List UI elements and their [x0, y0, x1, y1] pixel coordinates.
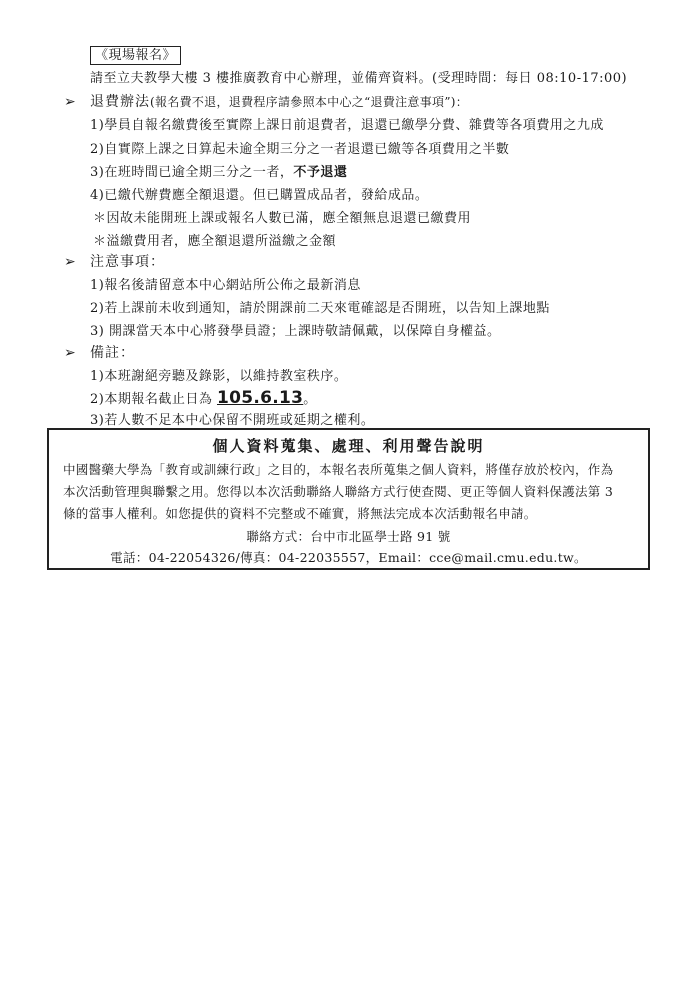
- onsite-registration-text: 請至立夫教學大樓 3 樓推廣教育中心辦理，並備齊資料。(受理時間：每日 08:10-17:00): [90, 71, 628, 86]
- notes-item: 1)報名後請留意本中心網站所公佈之最新消息: [90, 278, 361, 293]
- arrow-bullet-icon: ➢: [64, 254, 76, 270]
- refund-note: ＊溢繳費用者，應全額退還所溢繳之金額: [93, 234, 337, 249]
- arrow-bullet-icon: ➢: [64, 345, 76, 361]
- refund-item3-emphasis: 不予退還: [293, 165, 348, 180]
- contact-address: 聯絡方式：台中市北區學士路 91 號: [246, 529, 451, 544]
- remarks-item-deadline: [90, 389, 317, 409]
- remarks-heading: 備註：: [90, 345, 135, 361]
- notes-item: 3) 開課當天本中心將發學員證；上課時敬請佩戴，以保障自身權益。: [90, 324, 501, 339]
- refund-note: ＊因故未能開班上課或報名人數已滿，應全額無息退還已繳費用: [93, 211, 472, 226]
- refund-item: 2)自實際上課之日算起未逾全期三分之一者退還已繳等各項費用之半數: [90, 142, 510, 157]
- refund-item: 4)已繳代辦費應全額退還。但已購置成品者，發給成品。: [90, 188, 429, 203]
- deadline-label: 2)本期報名截止日為: [90, 392, 217, 407]
- refund-item: [90, 164, 347, 182]
- contact-phone-email: 電話：04-22054326/傳真：04-22035557，Email：cce@mail.cmu.edu.tw。: [110, 550, 587, 565]
- deadline-date: 105.6.13: [216, 388, 304, 408]
- refund-item3-text: 3)在班時間已逾全期三分之一者，: [90, 165, 294, 180]
- refund-item: 1)學員自報名繳費後至實際上課日前退費者，退還已繳學分費、雜費等各項費用之九成: [90, 118, 604, 133]
- privacy-notice-line: 條的當事人權利。如您提供的資料不完整或不確實，將無法完成本次活動報名申請。: [63, 506, 537, 521]
- privacy-notice-box: [47, 428, 650, 570]
- privacy-notice-line: 本次活動管理與聯繫之用。您得以本次活動聯絡人聯絡方式行使查閱、更正等個人資料保護法第 3: [63, 484, 614, 499]
- remarks-item: 3)若人數不足本中心保留不開班或延期之權利。: [90, 413, 375, 428]
- privacy-notice-line: 中國醫藥大學為「教育或訓練行政」之目的，本報名表所蒐集之個人資料，將僅存放於校內，作為: [63, 462, 614, 477]
- refund-heading: [90, 93, 468, 111]
- refund-title: 退費辦法: [90, 94, 150, 110]
- onsite-registration-tag: 《現場報名》: [90, 46, 181, 65]
- notes-item: 2)若上課前未收到通知，請於開課前二天來電確認是否開班，以告知上課地點: [90, 301, 550, 316]
- notes-heading: 注意事項：: [90, 254, 165, 270]
- privacy-notice-title: 個人資料蒐集、處理、利用聲告說明: [212, 437, 485, 455]
- arrow-bullet-icon: ➢: [64, 94, 76, 110]
- deadline-suffix: 。: [303, 392, 317, 407]
- refund-subtitle: (報名費不退，退費程序請參照本中心之“退費注意事項”)：: [150, 95, 469, 109]
- remarks-item: 1)本班謝絕旁聽及錄影，以維持教室秩序。: [90, 369, 348, 384]
